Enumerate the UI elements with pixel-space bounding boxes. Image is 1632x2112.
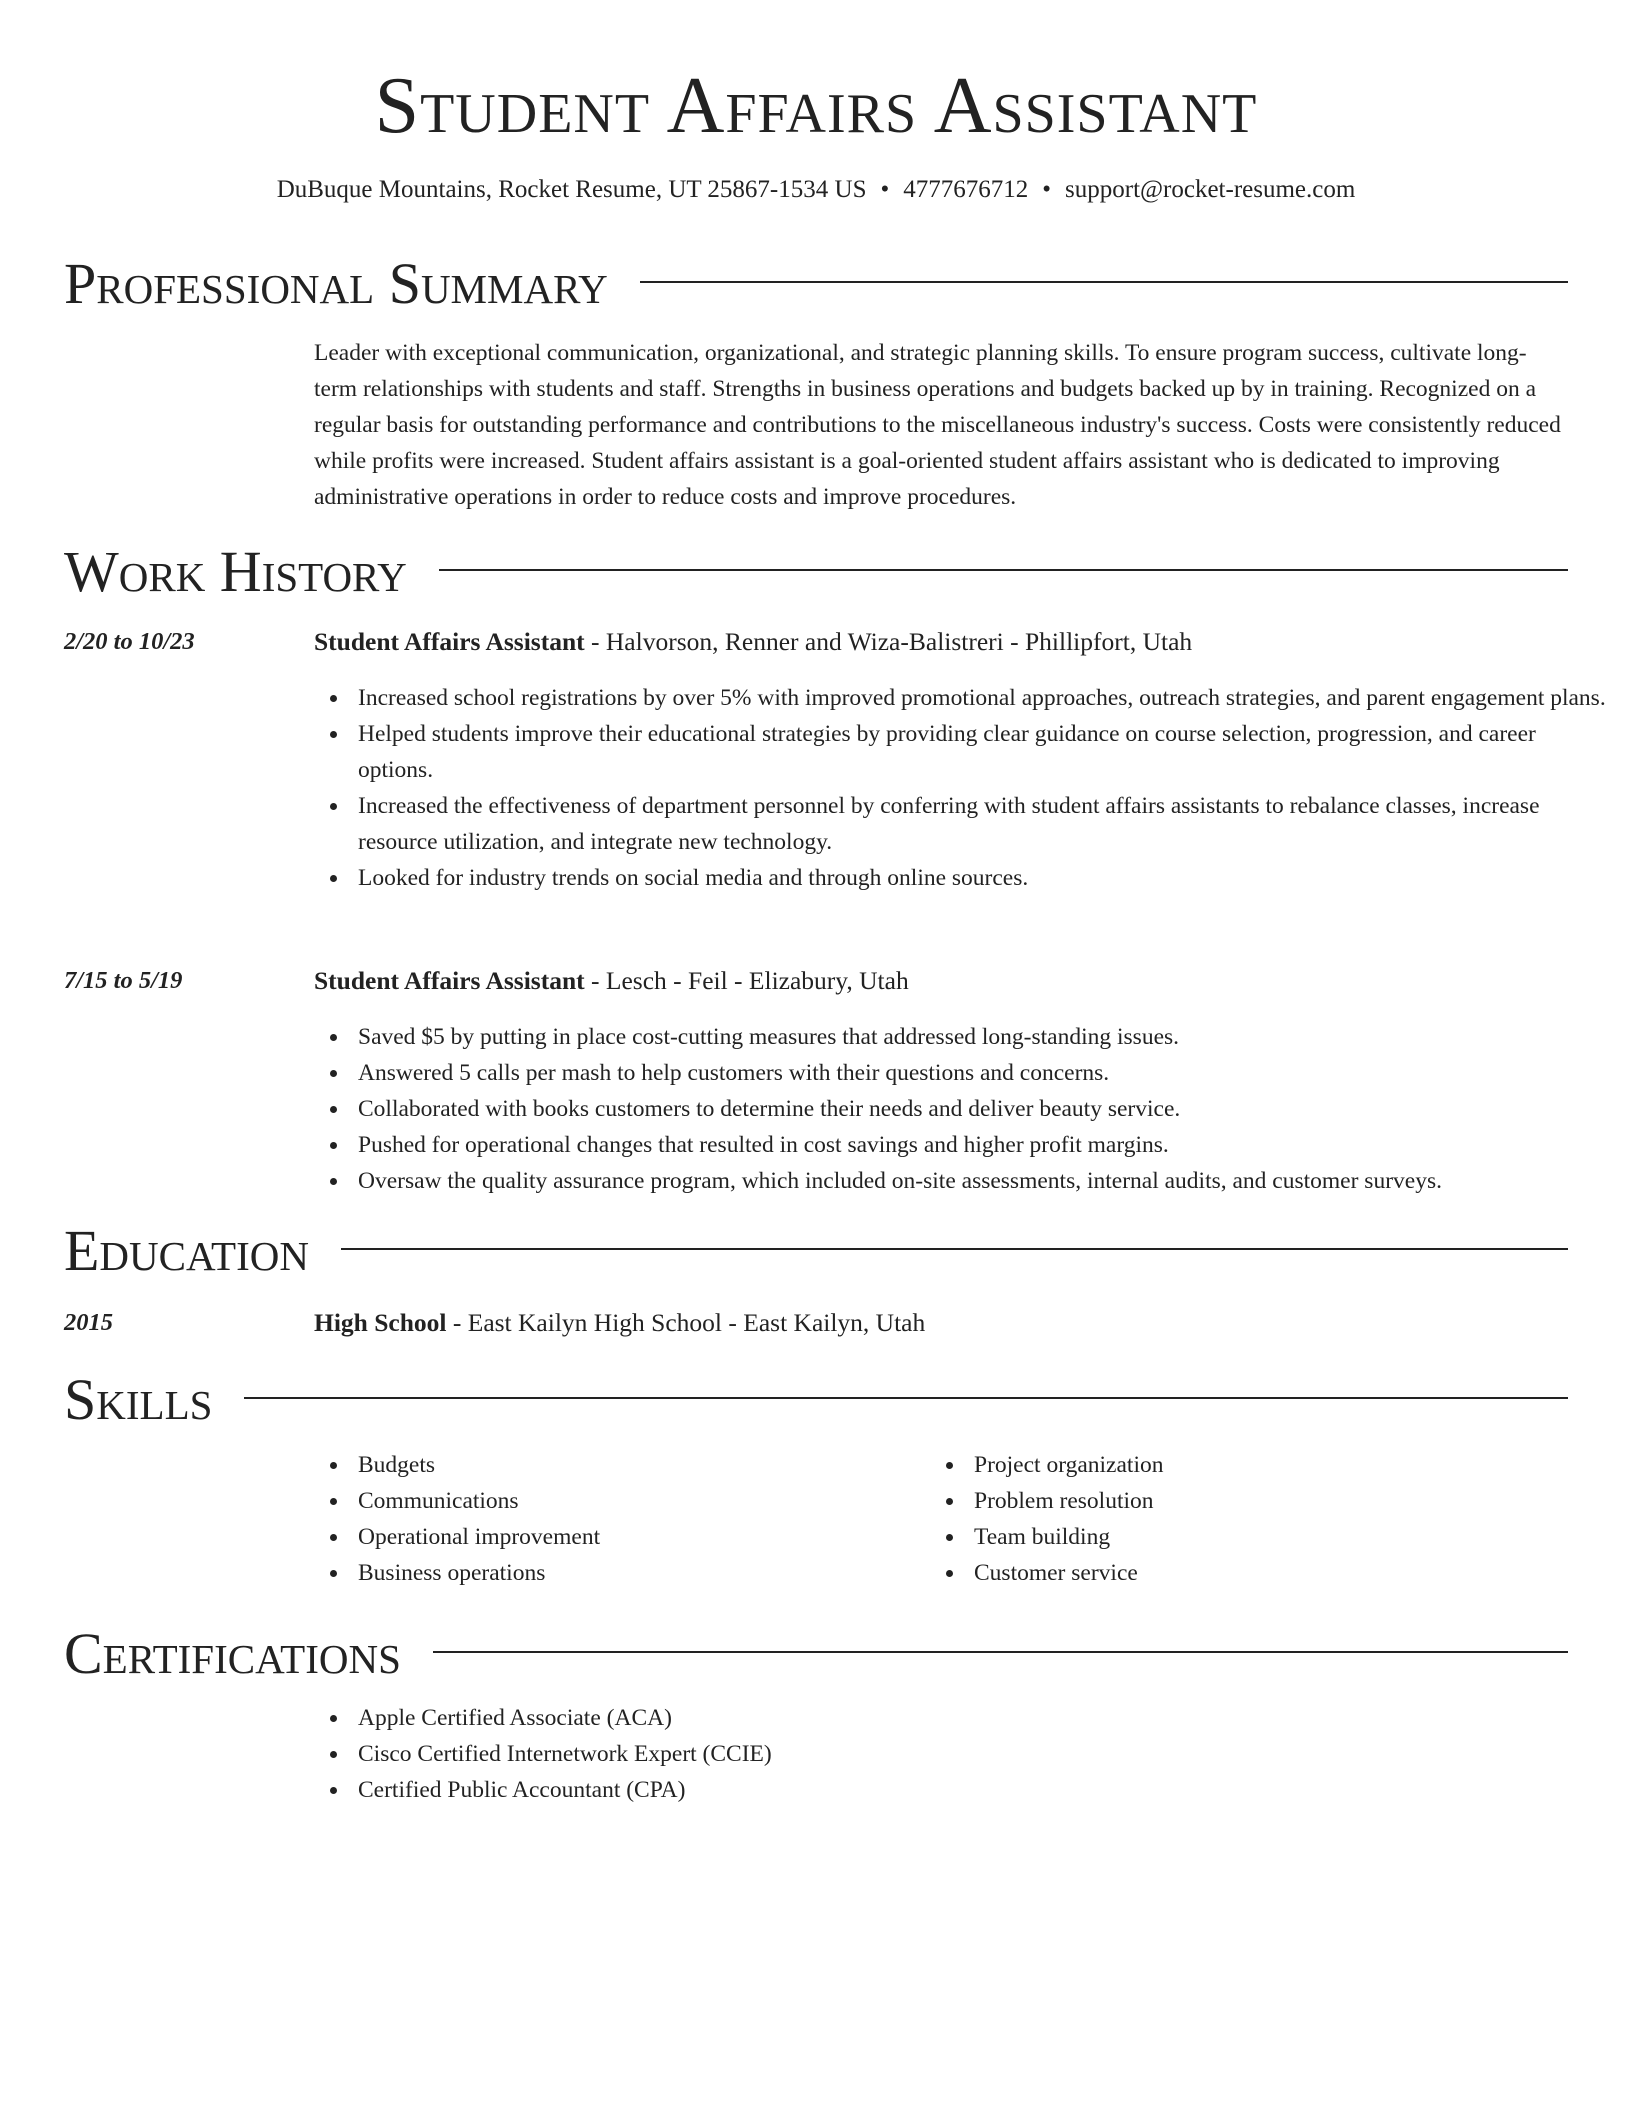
job-bullet: Increased the effectiveness of department personnel by conferring with student affairs assistants to rebalance classes, increase resource utilization, and integrate new technology. [358, 788, 1612, 860]
skills-section-title: Skills [64, 1367, 213, 1432]
job-employer: - Lesch - Feil - Elizabury, Utah [584, 966, 909, 995]
summary-text: Leader with exceptional communication, organizational, and strategic planning skills. To ensure program success, cultivate long-term relationships with students and staff. Strengths in business operations and budgets backed up by in training. Recognized on a regular basis for outstanding performance and contributions to the miscellaneous industry's success. Costs were consistently reduced while profits were increased. Student affairs assistant is a goal-oriented student affairs assistant who is dedicated to improving administrative operations in order to reduce costs and improve procedures. [314, 340, 1561, 510]
certification-item: Certified Public Accountant (CPA) [358, 1772, 1612, 1808]
skills-section-header [64, 1365, 1568, 1435]
skills-list-left [314, 1447, 918, 1591]
section-divider [439, 569, 1568, 571]
job-bullet: Increased school registrations by over 5% with improved promotional approaches, outreach strategies, and parent engagement plans. [358, 680, 1612, 716]
education-degree: High School [314, 1308, 447, 1337]
job-bullet: Saved $5 by putting in place cost-cutting measures that addressed long-standing issues. [358, 1019, 1612, 1055]
job-bullet: Helped students improve their educational strategies by providing clear guidance on course selection, progression, and career options. [358, 716, 1612, 788]
education-line [314, 1305, 1568, 1341]
job-role: Student Affairs Assistant [314, 966, 585, 995]
education-section-header [64, 1216, 1568, 1286]
skill-item: Team building [974, 1519, 1534, 1555]
job-bullets [314, 1019, 1612, 1199]
email: support@rocket-resume.com [1065, 176, 1356, 203]
contact-line [0, 172, 1632, 208]
phone: 4777676712 [903, 176, 1029, 203]
skill-item: Project organization [974, 1447, 1534, 1483]
job-bullet: Collaborated with books customers to determine their needs and deliver beauty service. [358, 1091, 1612, 1127]
skill-item: Communications [358, 1483, 918, 1519]
job-role: Student Affairs Assistant [314, 627, 585, 656]
section-divider [244, 1397, 1568, 1399]
job-dates: 2/20 to 10/23 [64, 628, 195, 655]
certification-item: Cisco Certified Internetwork Expert (CCIE) [358, 1736, 1612, 1772]
candidate-name: Student Affairs Assistant [374, 62, 1258, 150]
section-divider [640, 281, 1568, 283]
certifications-section-title: Certifications [64, 1621, 401, 1686]
skill-item: Budgets [358, 1447, 918, 1483]
job-bullet: Looked for industry trends on social media and through online sources. [358, 860, 1612, 896]
section-divider [341, 1248, 1568, 1250]
skill-item: Customer service [974, 1555, 1534, 1591]
job-bullet: Pushed for operational changes that resulted in cost savings and higher profit margins. [358, 1127, 1612, 1163]
job-title-line [314, 963, 1568, 999]
skill-item: Business operations [358, 1555, 918, 1591]
work-section-title: Work History [64, 539, 407, 604]
job-dates: 7/15 to 5/19 [64, 967, 183, 994]
education-section-title: Education [64, 1218, 309, 1283]
job-bullet: Answered 5 calls per mash to help customers with their questions and concerns. [358, 1055, 1612, 1091]
skill-item: Problem resolution [974, 1483, 1534, 1519]
contact-separator: • [1042, 176, 1052, 203]
certifications-section-header [64, 1619, 1568, 1689]
job-bullets [314, 680, 1612, 896]
work-section-header [64, 537, 1568, 607]
contact-separator: • [880, 176, 890, 203]
section-divider [433, 1651, 1568, 1653]
summary-section-header [64, 249, 1568, 319]
skills-list-right [930, 1447, 1534, 1591]
job-title-line [314, 624, 1568, 660]
education-school: - East Kailyn High School - East Kailyn, Utah [446, 1308, 926, 1337]
job-employer: - Halvorson, Renner and Wiza-Balistreri - Phillipfort, Utah [584, 627, 1193, 656]
skill-item: Operational improvement [358, 1519, 918, 1555]
summary-section-title: Professional Summary [64, 251, 608, 316]
certification-item: Apple Certified Associate (ACA) [358, 1700, 1612, 1736]
certifications-list [314, 1700, 1612, 1808]
education-year: 2015 [64, 1309, 113, 1336]
job-bullet: Oversaw the quality assurance program, which included on-site assessments, internal audits, and customer surveys. [358, 1163, 1612, 1199]
address: DuBuque Mountains, Rocket Resume, UT 25867-1534 US [276, 176, 867, 203]
